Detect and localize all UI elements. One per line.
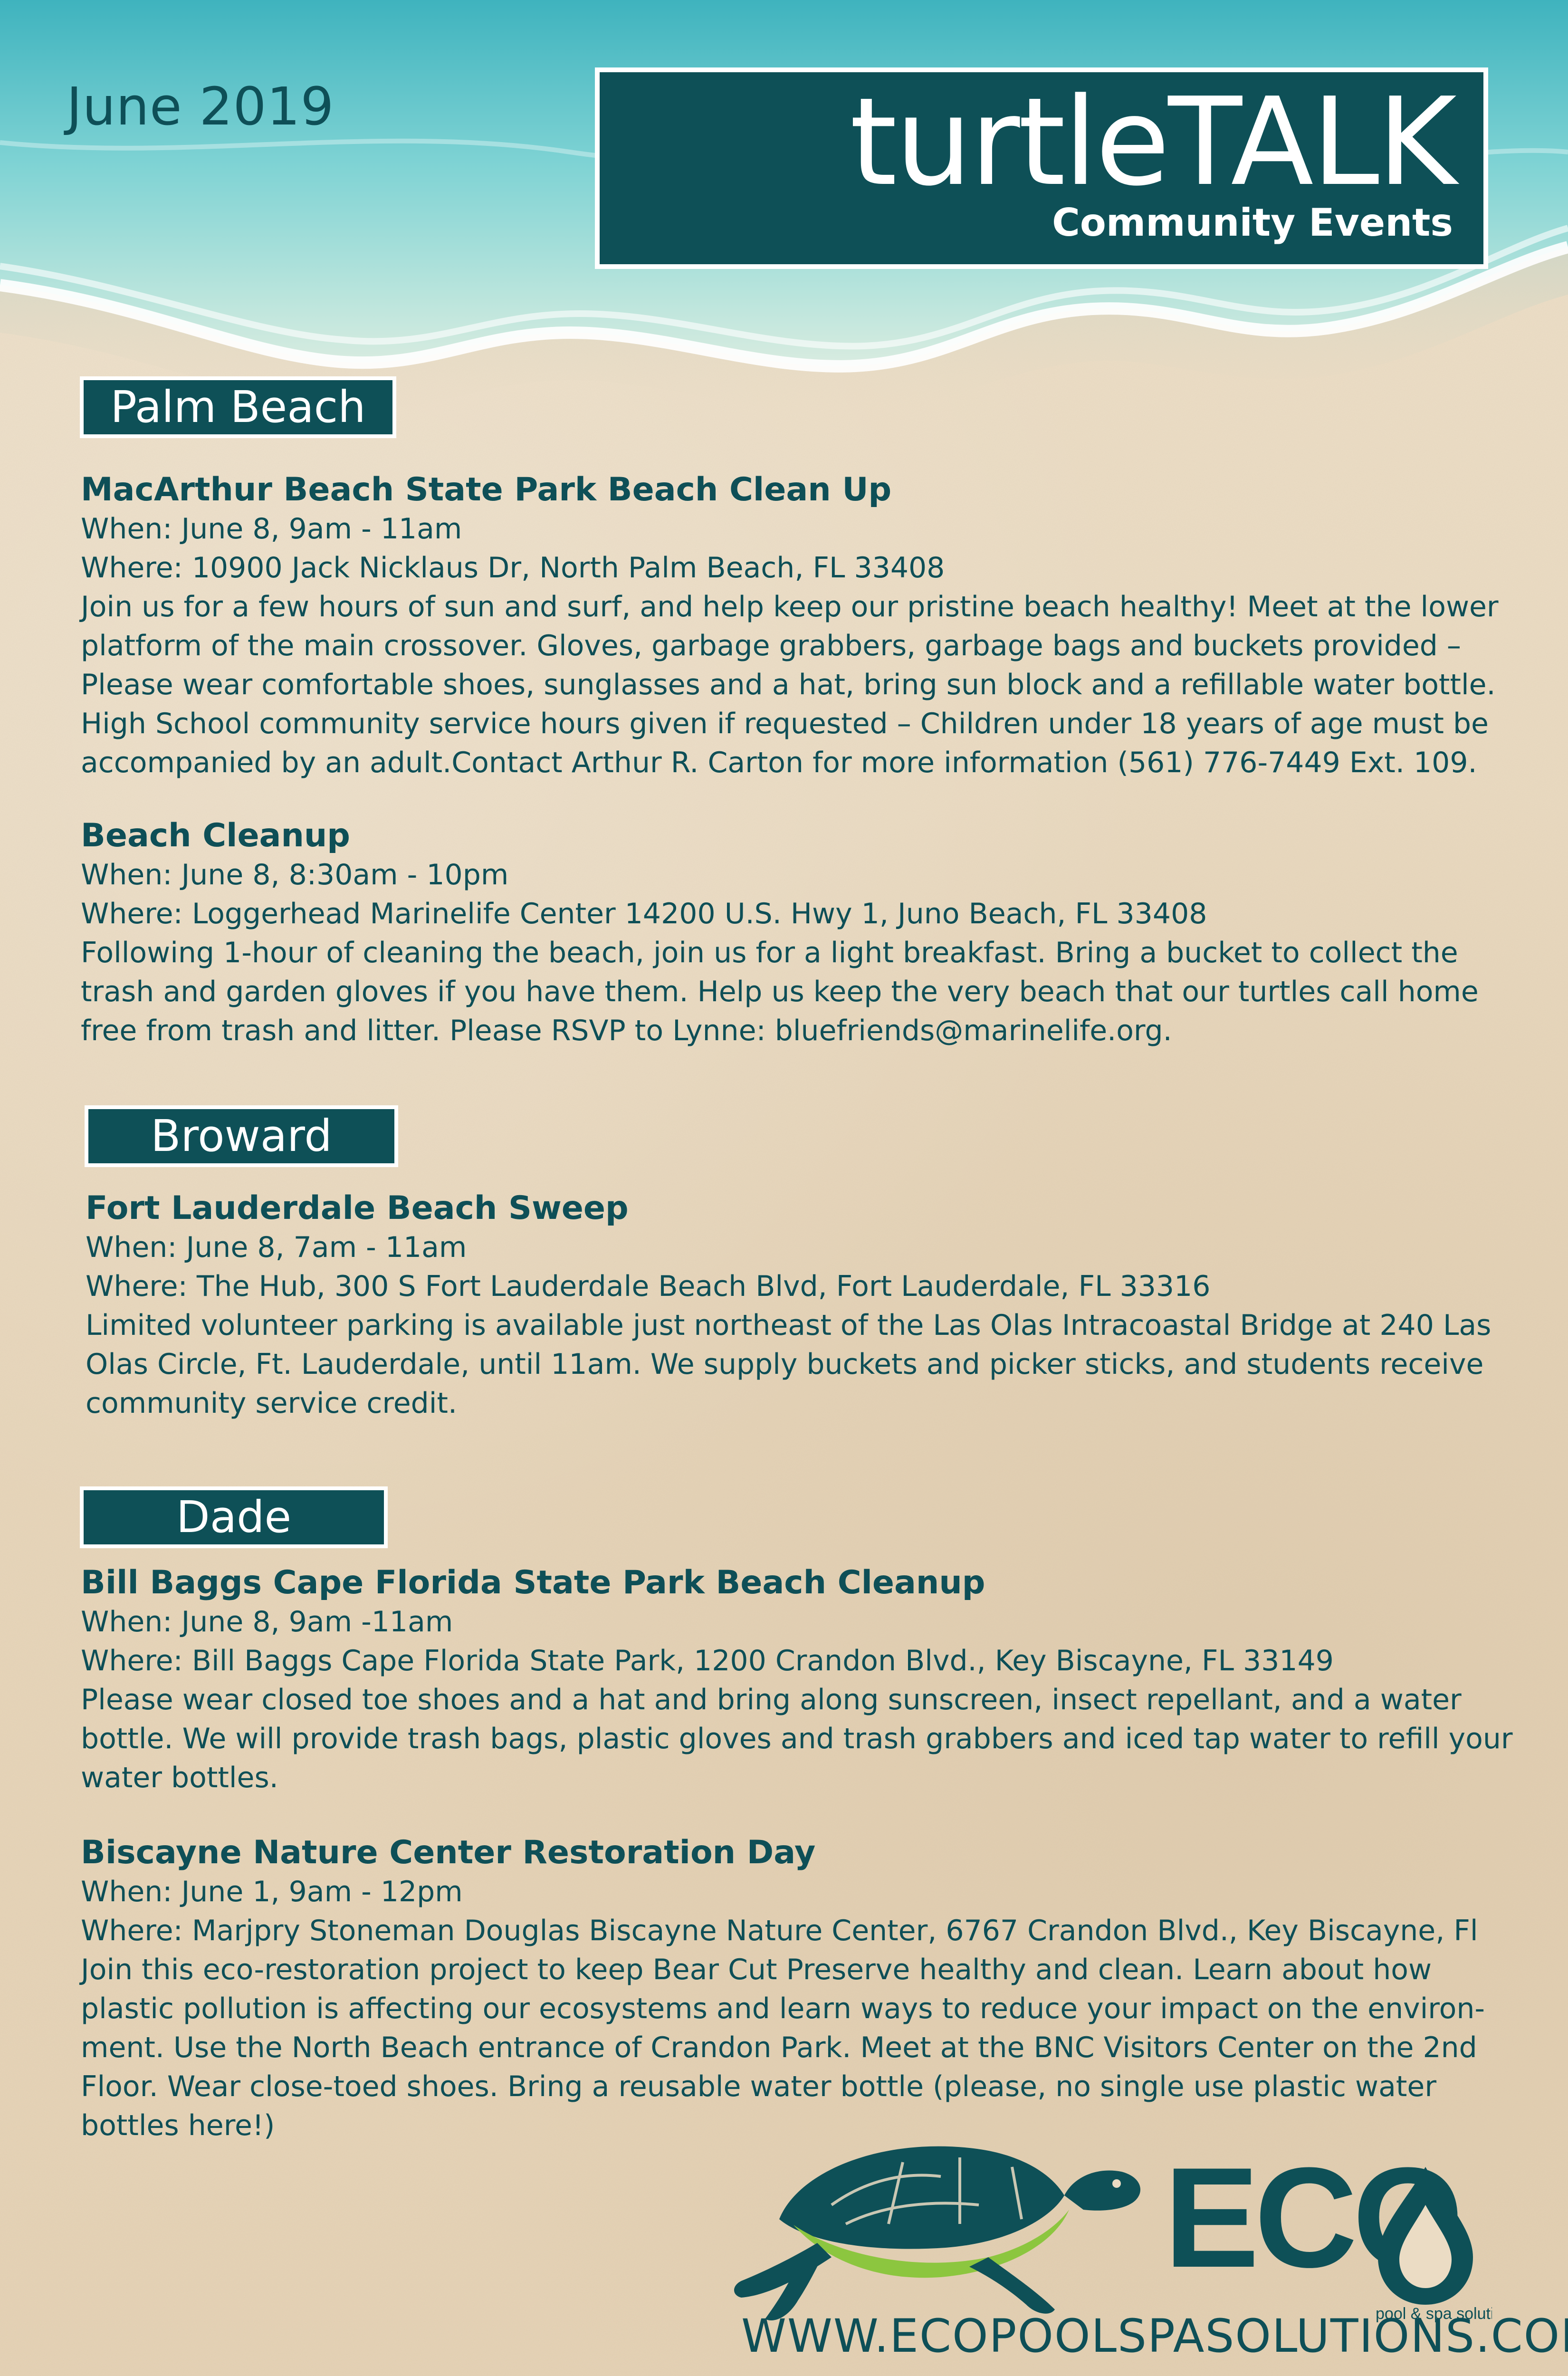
website-url[interactable]: WWW.ECOPOOLSPASOLUTIONS.COM bbox=[741, 2309, 1501, 2363]
event-title: Fort Lauderdale Beach Sweep bbox=[86, 1189, 1520, 1228]
event-when: When: June 8, 8:30am - 10pm bbox=[81, 855, 1516, 894]
event-description: Following 1-hour of cleaning the beach, join us for a light breakfast. Bring a bucket to collect the trash and garden gloves if you have them. Help us keep the very beach that our turtles call home free from trash and litter. Please RSVP to Lynne: bluefriends@marinelife.org. bbox=[81, 933, 1516, 1050]
event-where: Where: 10900 Jack Nicklaus Dr, North Palm Beach, FL 33408 bbox=[81, 548, 1516, 587]
event-where: Where: Loggerhead Marinelife Center 14200 U.S. Hwy 1, Juno Beach, FL 33408 bbox=[81, 894, 1516, 933]
region-label-broward: Broward bbox=[85, 1105, 398, 1167]
event-title: Bill Baggs Cape Florida State Park Beach Cleanup bbox=[81, 1563, 1516, 1602]
eco-logo-tagline: pool & spa solut bbox=[1376, 2305, 1492, 2323]
event-bill-baggs-cleanup bbox=[81, 1563, 1516, 1797]
eco-logo bbox=[1159, 2124, 1492, 2324]
event-description: Join us for a few hours of sun and surf, and help keep our pristine beach healthy! Meet at the lower platform of the main crossover. Gloves, garbage grabbers, garbage bags and buckets provided – Please wear comfortable shoes, sunglasses and a hat, bring sun block and a refillable water bottle. High School community service hours given if requested – Children under 18 years of age must be accompanied by an adult.Contact Arthur R. Carton for more information (561) 776-7449 Ext. 109. bbox=[81, 587, 1516, 782]
masthead bbox=[595, 67, 1488, 269]
event-macarthur-cleanup bbox=[81, 470, 1516, 782]
event-biscayne-restoration bbox=[81, 1833, 1516, 2145]
event-where: Where: The Hub, 300 S Fort Lauderdale Beach Blvd, Fort Lauderdale, FL 33316 bbox=[86, 1267, 1520, 1306]
event-where: Where: Marjpry Stoneman Douglas Biscayne Nature Center, 6767 Crandon Blvd., Key Biscayne, Fl bbox=[81, 1911, 1516, 1950]
event-title: MacArthur Beach State Park Beach Clean Up bbox=[81, 470, 1516, 509]
event-when: When: June 8, 7am - 11am bbox=[86, 1228, 1520, 1267]
newsletter-subtitle: Community Events bbox=[1052, 201, 1453, 245]
newsletter-title: turtleTALK bbox=[850, 82, 1455, 203]
event-when: When: June 8, 9am - 11am bbox=[81, 509, 1516, 548]
event-when: When: June 8, 9am -11am bbox=[81, 1602, 1516, 1641]
event-title: Beach Cleanup bbox=[81, 816, 1516, 855]
event-fort-lauderdale-sweep bbox=[86, 1189, 1520, 1423]
sea-turtle-icon bbox=[722, 2100, 1150, 2328]
event-description: Join this eco-restoration project to keep Bear Cut Preserve healthy and clean. Learn about how plastic pollution is affecting our ecosystems and learn ways to reduce your impact on the environ-ment. Use the North Beach entrance of Crandon Park. Meet at the BNC Visitors Center on the 2nd Floor. Wear close-toed shoes. Bring a reusable water bottle (please, no single use plastic water bottles here!) bbox=[81, 1950, 1516, 2145]
event-where: Where: Bill Baggs Cape Florida State Park, 1200 Crandon Blvd., Key Biscayne, FL 33149 bbox=[81, 1641, 1516, 1680]
region-label-palm-beach: Palm Beach bbox=[80, 376, 396, 438]
event-title: Biscayne Nature Center Restoration Day bbox=[81, 1833, 1516, 1872]
region-label-dade: Dade bbox=[80, 1486, 388, 1548]
event-description: Please wear closed toe shoes and a hat and bring along sunscreen, insect repellant, and a water bottle. We will provide trash bags, plastic gloves and trash grabbers and iced tap water to refill your water bottles. bbox=[81, 1680, 1516, 1797]
event-loggerhead-cleanup bbox=[81, 816, 1516, 1050]
issue-date: June 2019 bbox=[67, 76, 334, 137]
eco-logo-text: ECO bbox=[1164, 2137, 1460, 2297]
event-when: When: June 1, 9am - 12pm bbox=[81, 1872, 1516, 1911]
event-description: Limited volunteer parking is available just northeast of the Las Olas Intracoastal Bridge at 240 Las Olas Circle, Ft. Lauderdale, until 11am. We supply buckets and picker sticks, and students receive community service credit. bbox=[86, 1306, 1520, 1423]
